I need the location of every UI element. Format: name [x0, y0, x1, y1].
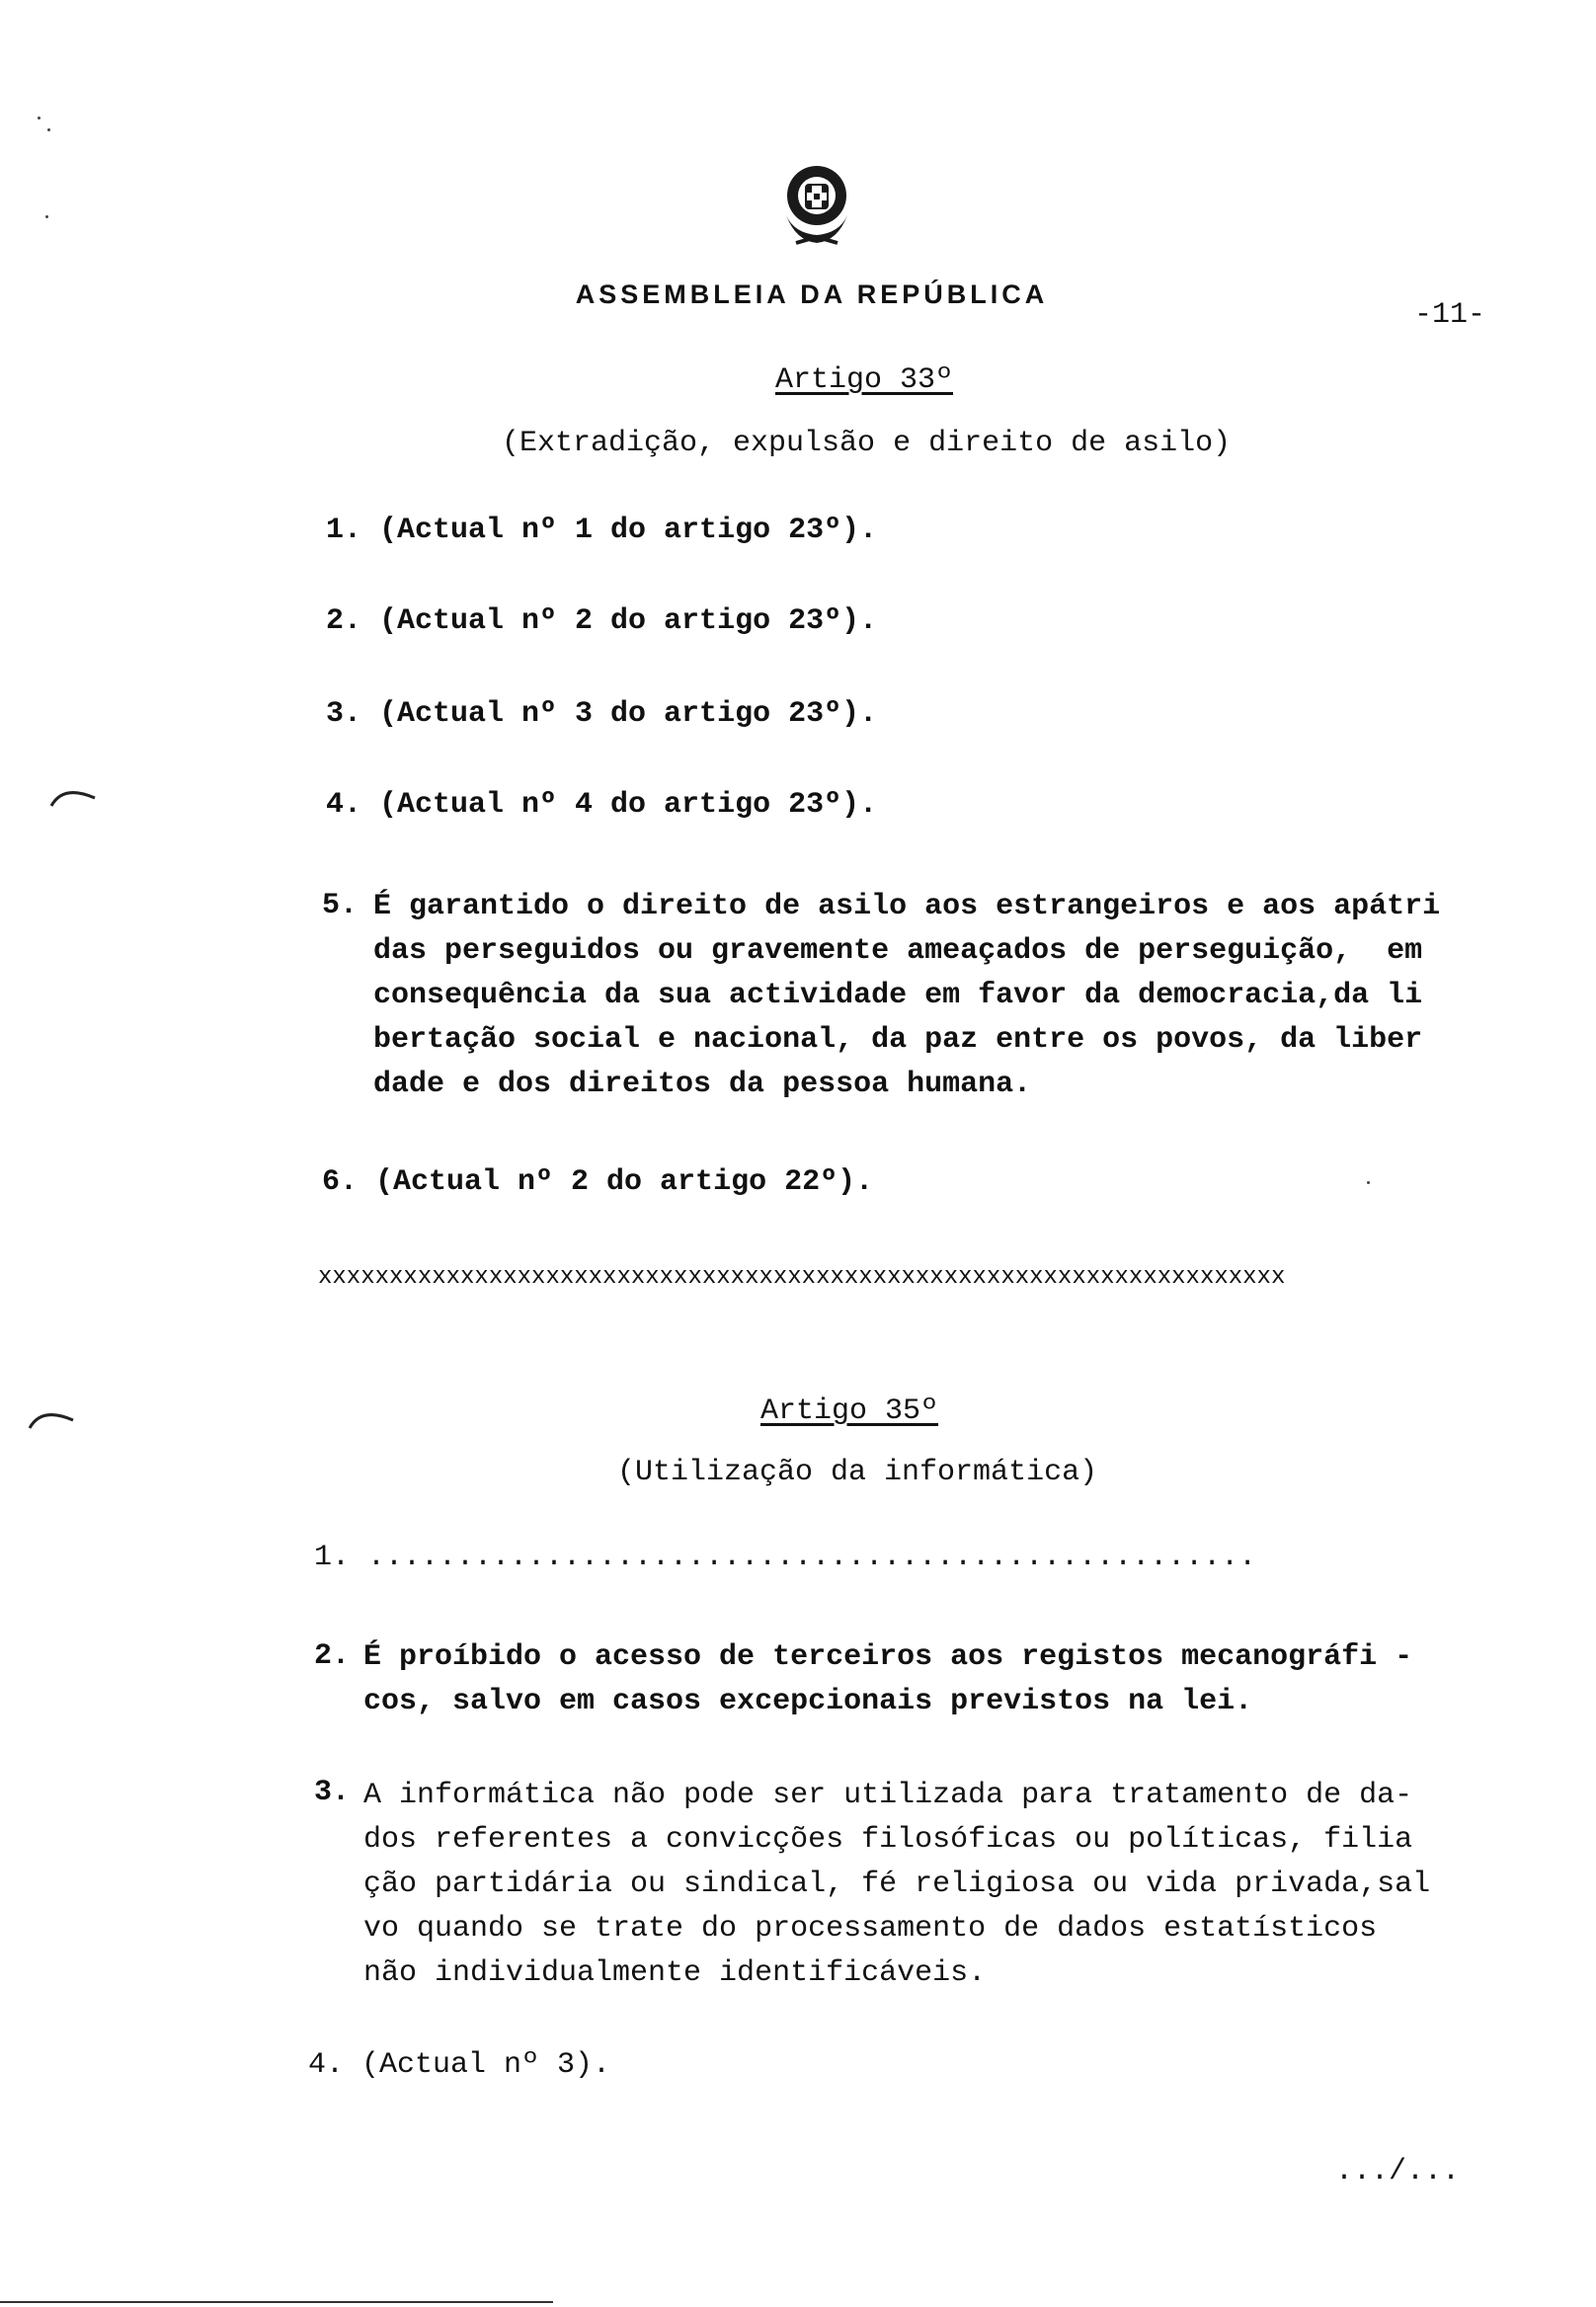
article-33-item-3: 3. (Actual nº 3 do artigo 23º). — [326, 697, 878, 731]
article-35-item-2-number: 2. — [314, 1639, 351, 1673]
paragraph-line: não individualmente identificáveis. — [363, 1956, 987, 1990]
article-35-item-2-text — [363, 1635, 1474, 1724]
paragraph-line: dade e dos direitos da pessoa humana. — [373, 1068, 1032, 1101]
scan-speck — [47, 128, 50, 131]
article-33-title: Artigo 33º — [775, 363, 954, 397]
article-33-subtitle: (Extradição, expulsão e direito de asilo) — [502, 427, 1232, 460]
punch-hole-mark — [28, 1402, 77, 1437]
scan-speck — [1367, 1181, 1370, 1184]
institution-header: ASSEMBLEIA DA REPÚBLICA — [575, 279, 1049, 309]
coat-of-arms-icon — [776, 158, 857, 249]
article-35-item-3-text — [363, 1774, 1474, 1996]
scan-speck — [38, 117, 40, 119]
continuation-marker: .../... — [1335, 2155, 1461, 2188]
article-33-item-5-number: 5. — [322, 889, 359, 922]
article-33-item-6: 6. (Actual nº 2 do artigo 22º). — [322, 1165, 874, 1199]
article-33-item-2: 2. (Actual nº 2 do artigo 23º). — [326, 604, 878, 638]
paragraph-line: ção partidária ou sindical, fé religiosa ou vida privada,sal — [363, 1868, 1431, 1901]
paragraph-line: vo quando se trate do processamento de dados estatísticos — [363, 1912, 1378, 1946]
separator-line: xxxxxxxxxxxxxxxxxxxxxxxxxxxxxxxxxxxxxxxxxxxxxxxxxxxxxxxxxxxxxxxxxxxx — [318, 1264, 1286, 1291]
page-number: -11- — [1414, 298, 1486, 332]
paragraph-line: É garantido o direito de asilo aos estrangeiros e aos apátri — [373, 890, 1441, 923]
article-35-subtitle: (Utilização da informática) — [617, 1456, 1098, 1489]
article-33-item-1: 1. (Actual nº 1 do artigo 23º). — [326, 514, 878, 547]
page-bottom-edge — [0, 2301, 553, 2303]
article-35-item-1: 1. .................................................. — [314, 1541, 1257, 1574]
article-33-item-4: 4. (Actual nº 4 do artigo 23º). — [326, 788, 878, 822]
punch-hole-mark — [49, 780, 99, 815]
paragraph-line: bertação social e nacional, da paz entre os povos, da liber — [373, 1023, 1423, 1057]
paragraph-line: A informática não pode ser utilizada para tratamento de da- — [363, 1779, 1413, 1812]
paragraph-line: É proíbido o acesso de terceiros aos registos mecanográfi - — [363, 1640, 1413, 1674]
paragraph-line: cos, salvo em casos excepcionais previstos na lei. — [363, 1685, 1253, 1718]
article-35-item-3-number: 3. — [314, 1776, 351, 1809]
article-33-item-5-text — [373, 885, 1479, 1107]
paragraph-line: das perseguidos ou gravemente ameaçados de perseguição, em — [373, 934, 1423, 968]
paragraph-line: consequência da sua actividade em favor da democracia,da li — [373, 979, 1423, 1012]
article-35-item-4: 4. (Actual nº 3). — [308, 2048, 611, 2082]
scan-speck — [45, 215, 48, 218]
paragraph-line: dos referentes a convicções filosóficas ou políticas, filia — [363, 1823, 1413, 1857]
article-35-title: Artigo 35º — [760, 1394, 939, 1428]
